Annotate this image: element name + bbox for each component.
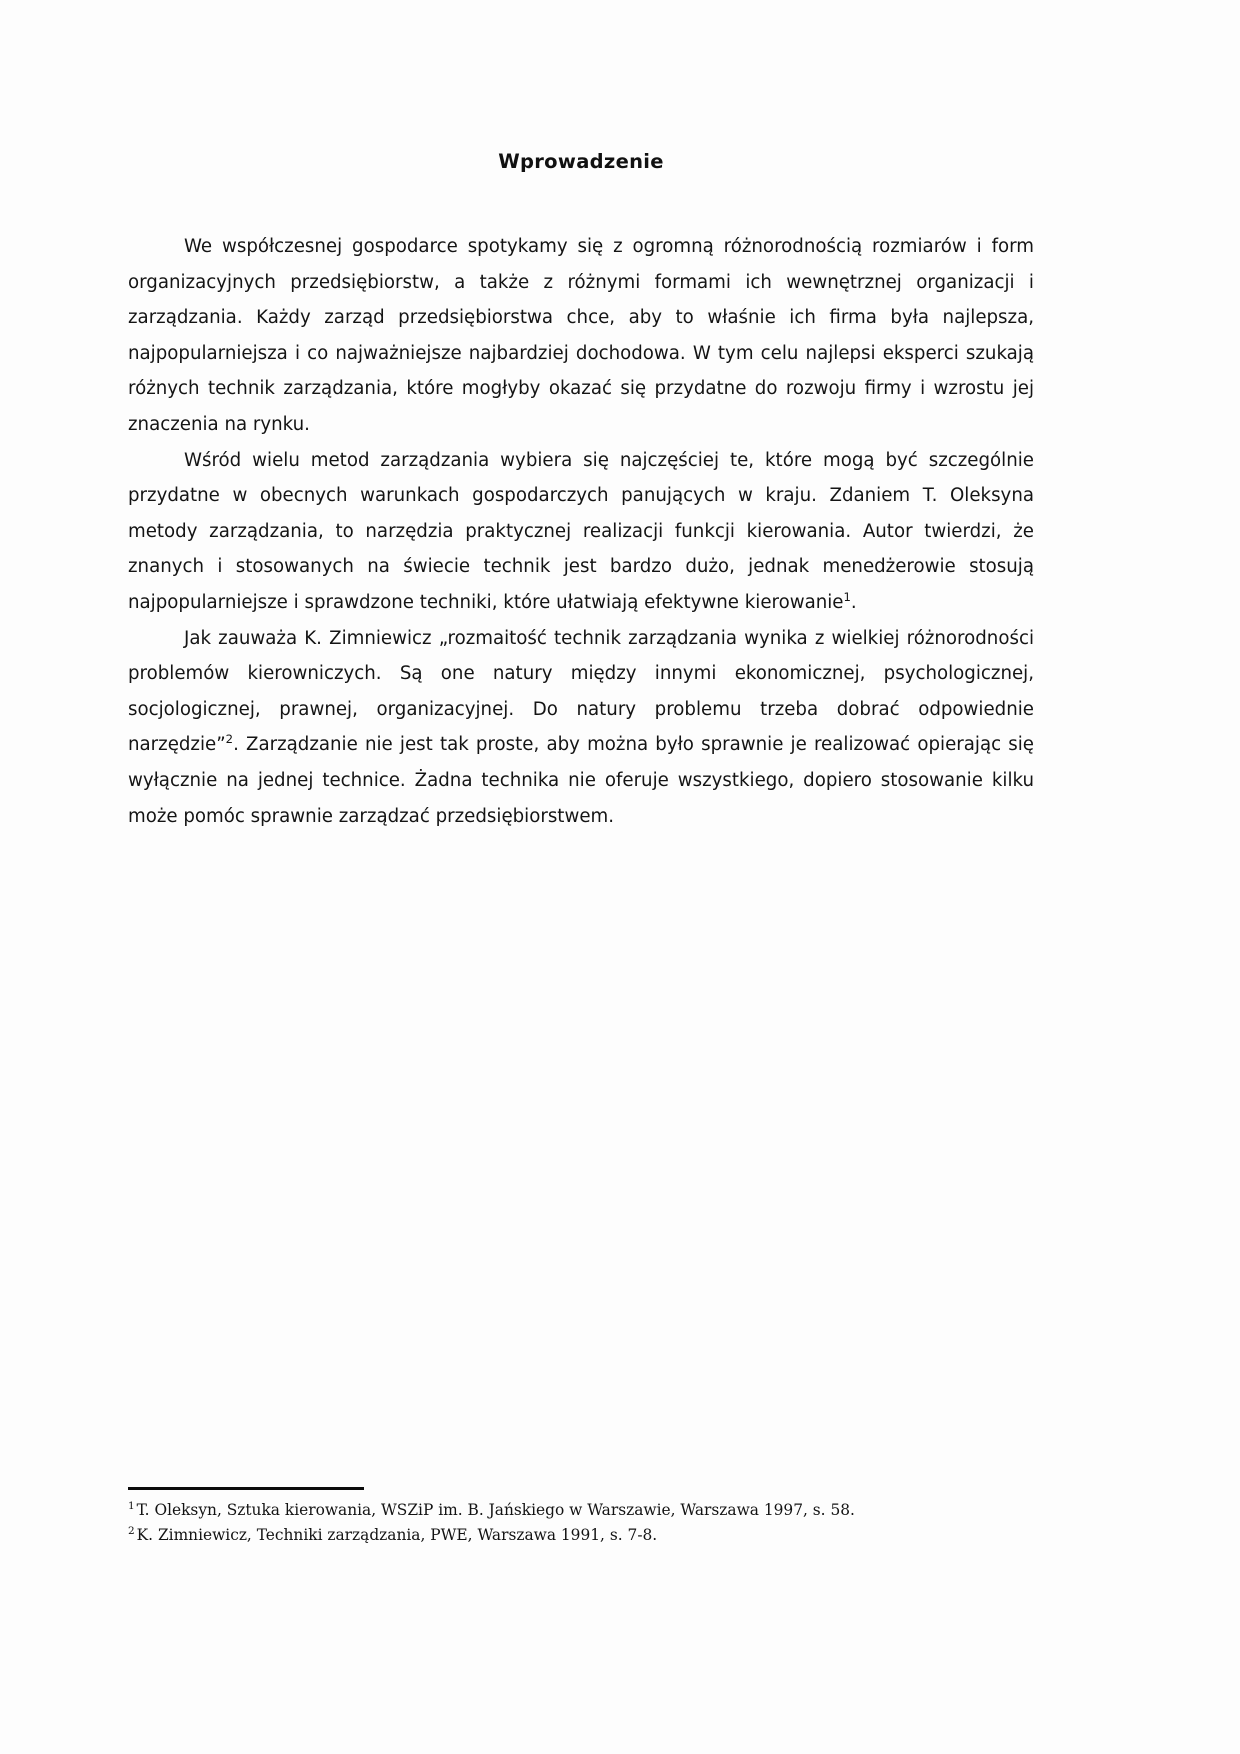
footnote-ref-1[interactable]: 1 [843,589,851,604]
footnote-section [128,1487,1034,1548]
body-text-block [128,229,1034,834]
paragraph-3-text-after-ref: . Zarządzanie nie jest tak proste, aby można było sprawnie je realizować opierając się wyłącznie na jednej technice. Żadna technika nie oferuje wszystkiego, dopiero stosowanie kilku może pomóc sprawnie zarządzać przedsiębiorstwem. [128,734,1034,827]
footnote-item-2 [128,1523,1034,1548]
paragraph-3 [128,621,1034,835]
footnote-marker-2: 2 [128,1524,135,1537]
footnote-text-1: T. Oleksyn, Sztuka kierowania, WSZiP im. B. Jańskiego w Warszawie, Warszawa 1997, s. 58. [136,1501,855,1519]
footnote-separator-rule [128,1487,364,1490]
paragraph-2-text-after-ref: . [850,591,857,613]
paragraph-2 [128,443,1034,621]
paragraph-1 [128,229,1034,443]
paragraph-2-text: Wśród wielu metod zarządzania wybiera się najczęściej te, które mogą być szczególnie przydatne w obecnych warunkach gospodarczych panujących w kraju. Zdaniem T. Oleksyna metody zarządzania, to narzędzia praktycznej realizacji funkcji kierowania. Autor twierdzi, że znanych i stosowanych na świecie technik jest bardzo dużo, jednak menedżerowie stosują najpopularniejsze i sprawdzone techniki, które ułatwiają efektywne kierowanie [128,449,1034,613]
footnote-item-1 [128,1498,1034,1523]
document-content [128,0,1034,834]
paragraph-3-text: Jak zauważa K. Zimniewicz „rozmaitość technik zarządzania wynika z wielkiej różnorodności problemów kierowniczych. Są one natury między innymi ekonomicznej, psychologicznej, socjologicznej, prawnej, organizacyjnej. Do natury problemu trzeba dobrać odpowiednie narzędzie” [128,627,1034,756]
footnote-marker-1: 1 [128,1499,135,1512]
paragraph-1-text: We współczesnej gospodarce spotykamy się z ogromną różnorodnością rozmiarów i form organizacyjnych przedsiębiorstw, a także z różnymi formami ich wewnętrznej organizacji i zarządzania. Każdy zarząd przedsiębiorstwa chce, aby to właśnie ich firma była najlepsza, najpopularniejsza i co najważniejsze najbardziej dochodowa. W tym celu najlepsi eksperci szukają różnych technik zarządzania, które mogłyby okazać się przydatne do rozwoju firmy i wzrostu jej znaczenia na rynku. [128,236,1034,435]
page-title: Wprowadzenie [498,150,664,173]
footnote-text-2: K. Zimniewicz, Techniki zarządzania, PWE, Warszawa 1991, s. 7-8. [136,1526,658,1544]
footnote-ref-2[interactable]: 2 [225,732,234,747]
